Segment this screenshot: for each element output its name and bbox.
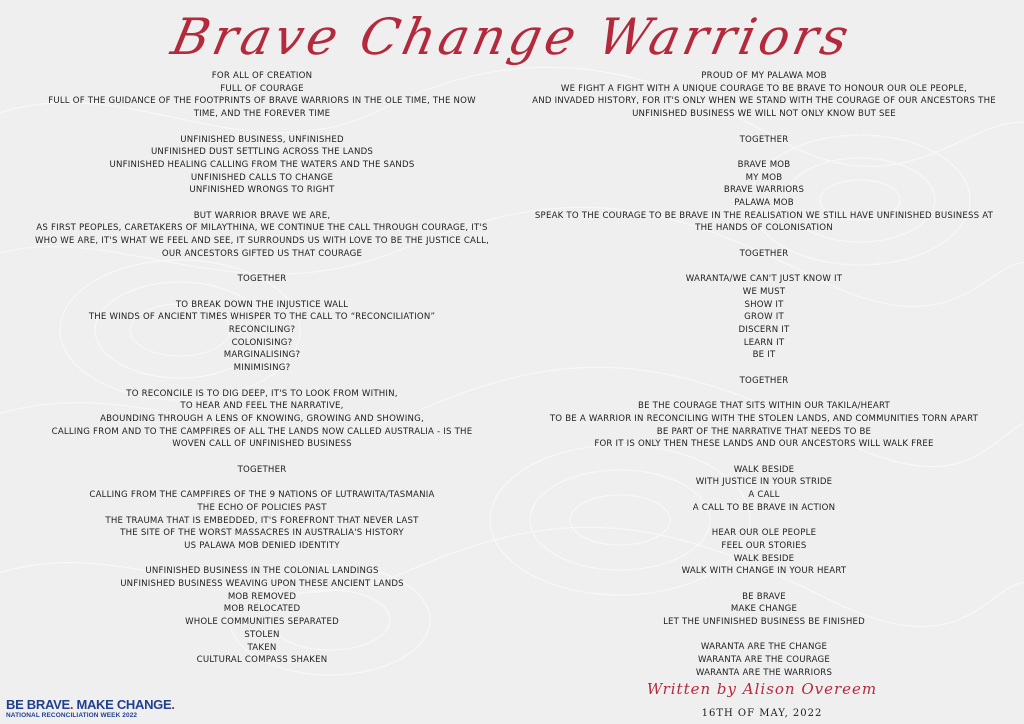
poem-stanza — [514, 464, 1014, 515]
poem-line: AS FIRST PEOPLES, CARETAKERS OF MILAYTHINA, WE CONTINUE THE CALL THROUGH COURAGE, IT'S — [36, 223, 488, 234]
poem-line: WALK BESIDE — [733, 464, 795, 475]
poem-line: WHO WE ARE, IT'S WHAT WE FEEL AND SEE, IT SURROUNDS US WITH LOVE TO BE THE JUSTICE CALL, — [34, 236, 490, 247]
poem-line: THE HANDS OF COLONISATION — [695, 223, 833, 234]
poem-line: A CALL TO BE BRAVE IN ACTION — [692, 502, 836, 513]
poem-line: TOGETHER — [739, 375, 789, 386]
poem-line: WARANTA ARE THE COURAGE — [697, 655, 830, 666]
poem-line: THE ECHO OF POLICIES PAST — [197, 502, 327, 513]
poem-line: MOB RELOCATED — [223, 604, 301, 615]
poem-line: GROW IT — [744, 312, 784, 323]
poem-stanza — [12, 388, 512, 452]
poem-line: BRAVE MOB — [737, 159, 791, 170]
poem-stanza — [12, 464, 512, 477]
poem-stanza — [12, 134, 512, 198]
poem-line: PROUD OF MY PALAWA MOB — [701, 71, 827, 81]
author-credit: Written by Alison Overeem — [646, 680, 878, 698]
poem-line: STOLEN — [244, 629, 280, 640]
poem-line: SPEAK TO THE COURAGE TO BE BRAVE IN THE REALISATION WE STILL HAVE UNFINISHED BUSINESS AT — [534, 210, 994, 221]
poem-line: A CALL — [748, 490, 780, 501]
poem-line: FEEL OUR STORIES — [721, 540, 807, 551]
poem-line: WARANTA ARE THE WARRIORS — [695, 667, 833, 678]
poem-line: WALK WITH CHANGE IN YOUR HEART — [681, 566, 847, 577]
poem-line: MOB REMOVED — [227, 591, 297, 602]
poem-line: BE BRAVE — [742, 591, 786, 602]
poem-line: BE PART OF THE NARRATIVE THAT NEEDS TO BE — [656, 426, 872, 437]
poem-line: UNFINISHED BUSINESS IN THE COLONIAL LANDINGS — [145, 566, 379, 577]
poem-line: MAKE CHANGE — [730, 604, 798, 615]
poem-line: WE MUST — [742, 286, 786, 297]
poem-line: WE FIGHT A FIGHT WITH A UNIQUE COURAGE TO BE BRAVE TO HONOUR OUR OLE PEOPLE, — [560, 83, 968, 94]
poem-stanza — [514, 70, 1014, 121]
left-poem-column — [12, 70, 512, 680]
poem-line: FOR IT IS ONLY THEN THESE LANDS AND OUR ANCESTORS WILL WALK FREE — [594, 439, 934, 450]
poem-stanza — [514, 591, 1014, 629]
poem-line: LET THE UNFINISHED BUSINESS BE FINISHED — [663, 617, 865, 628]
poem-line: TAKEN — [247, 642, 277, 653]
poem-stanza — [12, 299, 512, 375]
reconciliation-week-logo — [6, 697, 175, 720]
poem-line: CALLING FROM AND TO THE CAMPFIRES OF ALL THE LANDS NOW CALLED AUSTRALIA - IS THE — [51, 426, 473, 437]
poem-stanza — [514, 134, 1014, 147]
poem-line: MY MOB — [745, 172, 783, 183]
logo-dot-2: . — [171, 697, 175, 712]
poem-line: WARANTA/WE CAN'T JUST KNOW IT — [685, 274, 843, 285]
poem-line: TO HEAR AND FEEL THE NARRATIVE, — [180, 401, 344, 412]
poem-line: CULTURAL COMPASS SHAKEN — [196, 655, 328, 666]
poem-line: WALK BESIDE — [733, 553, 795, 564]
poem-line: UNFINISHED HEALING CALLING FROM THE WATERS AND THE SANDS — [109, 159, 415, 170]
poem-line: DISCERN IT — [738, 325, 790, 335]
poem-line: CALLING FROM THE CAMPFIRES OF THE 9 NATIONS OF LUTRAWITA/TASMANIA — [89, 490, 435, 501]
poem-line: COLONISING? — [231, 337, 293, 348]
poem-stanza — [514, 400, 1014, 451]
poem-stanza — [514, 527, 1014, 578]
poem-line: TOGETHER — [237, 274, 287, 285]
poem-stanza — [12, 489, 512, 553]
poem-line: WITH JUSTICE IN YOUR STRIDE — [695, 477, 833, 488]
poem-line: UNFINISHED BUSINESS WEAVING UPON THESE ANCIENT LANDS — [120, 579, 404, 589]
poem-stanza — [12, 210, 512, 261]
poem-line: UNFINISHED CALLS TO CHANGE — [190, 172, 334, 183]
logo-be-brave: BE BRAVE — [6, 697, 70, 712]
poem-line: UNFINISHED WRONGS TO RIGHT — [189, 185, 335, 196]
poem-line: WHOLE COMMUNITIES SEPARATED — [185, 617, 339, 628]
poem-line: FULL OF COURAGE — [220, 83, 304, 94]
poem-line: THE TRAUMA THAT IS EMBEDDED, IT'S FOREFRONT THAT NEVER LAST — [105, 515, 419, 526]
poem-line: BRAVE WARRIORS — [723, 185, 805, 196]
poem-stanza — [12, 70, 512, 121]
poem-stanza — [514, 375, 1014, 388]
poem-title: Brave Change Warriors — [166, 8, 858, 66]
poem-stanza — [12, 273, 512, 286]
poem-line: BUT WARRIOR BRAVE WE ARE, — [193, 210, 331, 221]
poem-line: WARANTA ARE THE CHANGE — [700, 642, 828, 653]
poem-date: 16TH OF MAY, 2022 — [701, 708, 823, 719]
logo-make-change: MAKE CHANGE — [76, 697, 172, 712]
logo-subtitle: NATIONAL RECONCILIATION WEEK 2022 — [6, 712, 138, 719]
poem-line: TO RECONCILE IS TO DIG DEEP, IT'S TO LOOK FROM WITHIN, — [126, 388, 398, 399]
right-poem-column — [514, 70, 1014, 692]
poem-line: LEARN IT — [743, 337, 785, 348]
poem-line: AND INVADED HISTORY, FOR IT'S ONLY WHEN WE STAND WITH THE COURAGE OF OUR ANCESTORS THE — [532, 96, 996, 107]
poem-stanza — [514, 273, 1014, 362]
poem-line: RECONCILING? — [228, 325, 296, 335]
poem-line: OUR ANCESTORS GIFTED US THAT COURAGE — [161, 248, 363, 259]
logo-dot-1: . — [69, 697, 74, 712]
poem-line: TOGETHER — [237, 464, 287, 475]
poem-line: TO BE A WARRIOR IN RECONCILING WITH THE STOLEN LANDS, AND COMMUNITIES TORN APART — [549, 413, 979, 424]
poem-line: TIME, AND THE FOREVER TIME — [193, 109, 331, 120]
poem-line: TOGETHER — [739, 134, 789, 145]
poem-line: US PALAWA MOB DENIED IDENTITY — [184, 540, 340, 551]
poem-stanza — [12, 565, 512, 667]
poem-line: PALAWA MOB — [734, 198, 794, 208]
poem-line: SHOW IT — [744, 299, 784, 310]
poem-line: UNFINISHED DUST SETTLING ACROSS THE LANDS — [150, 147, 374, 158]
poem-line: WOVEN CALL OF UNFINISHED BUSINESS — [172, 439, 352, 450]
poem-line: ABOUNDING THROUGH A LENS OF KNOWING, GROWING AND SHOWING, — [100, 413, 424, 424]
poem-line: THE SITE OF THE WORST MASSACRES IN AUSTRALIA'S HISTORY — [120, 528, 404, 539]
poem-line: HEAR OUR OLE PEOPLE — [711, 528, 817, 539]
poem-line: TOGETHER — [739, 248, 789, 259]
poem-stanza — [514, 159, 1014, 235]
logo-slogan — [6, 697, 175, 712]
poem-line: MARGINALISING? — [223, 350, 301, 361]
poem-line: UNFINISHED BUSINESS, UNFINISHED — [180, 134, 344, 145]
poem-line: UNFINISHED BUSINESS WE WILL NOT ONLY KNOW BUT SEE — [632, 109, 896, 120]
poem-line: MINIMISING? — [233, 363, 291, 374]
poem-stanza — [514, 248, 1014, 261]
poem-line: TO BREAK DOWN THE INJUSTICE WALL — [175, 299, 349, 310]
poem-line: FULL OF THE GUIDANCE OF THE FOOTPRINTS OF BRAVE WARRIORS IN THE OLE TIME, THE NOW — [48, 96, 476, 107]
poem-line: THE WINDS OF ANCIENT TIMES WHISPER TO THE CALL TO “RECONCILIATION” — [88, 312, 436, 323]
poem-line: BE IT — [752, 350, 776, 361]
poem-line: BE THE COURAGE THAT SITS WITHIN OUR TAKILA/HEART — [637, 401, 891, 412]
poem-line: FOR ALL OF CREATION — [211, 71, 313, 81]
poem-stanza — [514, 641, 1014, 679]
